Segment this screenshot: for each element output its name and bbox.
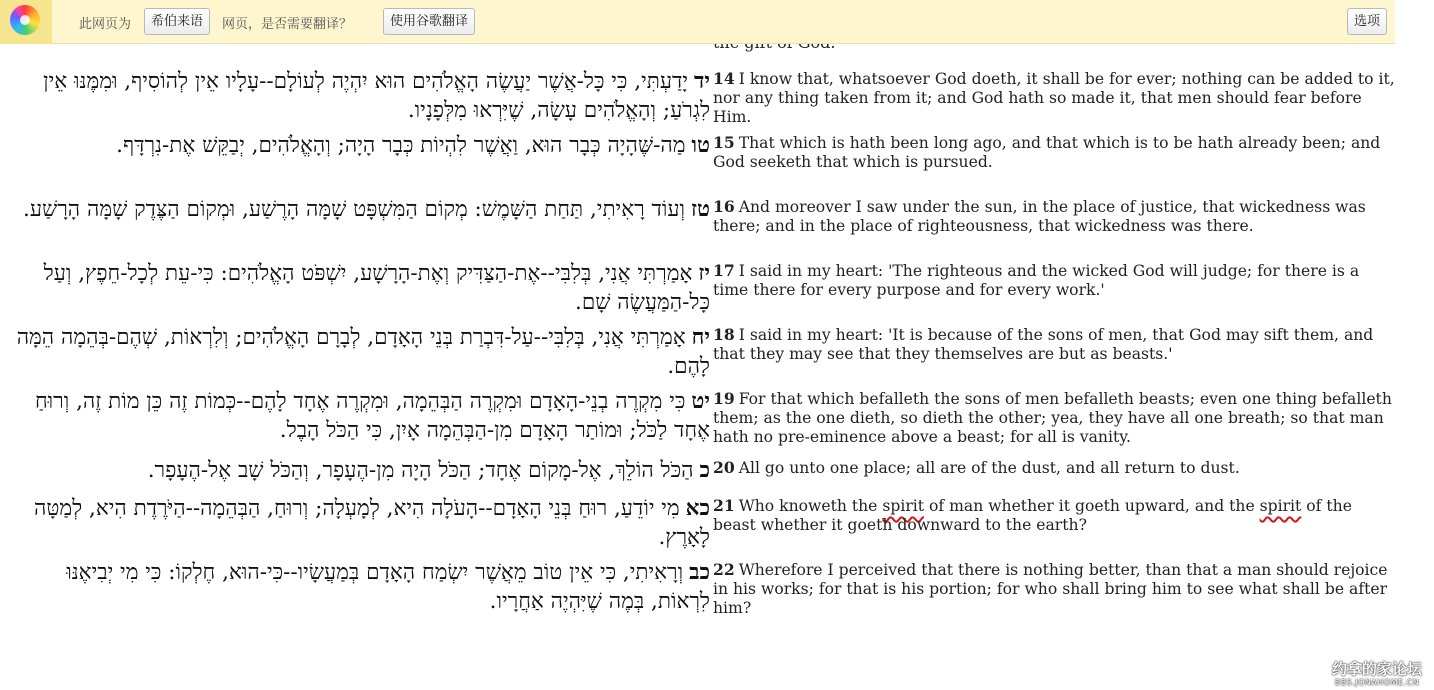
hebrew-verse-text — [10, 259, 710, 317]
english-text-segment: Who knoweth the — [738, 497, 883, 515]
hebrew-verse-text — [10, 323, 710, 381]
english-verse-number: 17 — [713, 261, 735, 280]
hebrew-verse-text — [10, 131, 710, 160]
english-verse-text — [713, 560, 1395, 619]
hebrew-verse-number: יח — [691, 325, 710, 350]
hebrew-verse-body: מַה-שֶּׁהָיָה כְּבָר הוּא, וַאֲשֶׁר לִהְיוֹת כְּבָר הָיָה; וְהָאֱלֹהִים, יְבַקֵּשׁ אֶת-נִרְדָּף. — [116, 133, 686, 158]
language-button[interactable]: 希伯来语 — [144, 8, 210, 35]
english-text-segment: of the beast whether it goeth downward to the earth? — [713, 497, 1352, 535]
translate-bar — [0, 0, 1395, 44]
english-text-segment: of man whether it goeth upward, and the — [924, 497, 1260, 515]
english-verse-text — [713, 458, 1395, 478]
hebrew-verse-text — [10, 67, 710, 125]
english-verse-body: I said in my heart: 'It is because of the sons of men, that God may sift them, and that they may see that they themselves are but as beasts.' — [713, 326, 1374, 364]
english-verse-text — [713, 69, 1395, 128]
hebrew-verse-body: כִּי מִקְרֶה בְנֵי-הָאָדָם וּמִקְרֶה הַבְּהֵמָה, וּמִקְרֶה אֶחָד לָהֶם--כְּמוֹת זֶה כֵּן מוֹת זֶה, וְרוּחַ אֶחָד לַכֹּל; וּמוֹתַר הָאָדָם מִן-הַבְּהֵמָה אָיִן, כִּי הַכֹּל הָבֶל. — [34, 389, 710, 443]
hebrew-verse-body: יָדַעְתִּי, כִּי כָּל-אֲשֶׁר יַעֲשֶׂה הָאֱלֹהִים הוּא יִהְיֶה לְעוֹלָם--עָלָיו אֵין לְהוֹסִיף, וּמִמֶּנּוּ אֵין לִגְרֹעַ; וְהָאֱלֹהִים עָשָׂה, שֶׁיִּרְאוּ מִלְּפָנָיו. — [43, 69, 710, 123]
hebrew-verse-number: כא — [685, 496, 710, 521]
english-verse-number: 19 — [713, 389, 735, 408]
hebrew-verse-text — [10, 456, 710, 485]
translate-prefix-text: 此网页为 — [79, 17, 132, 32]
hebrew-verse-text — [10, 494, 710, 552]
hebrew-verse-number: כ — [699, 458, 710, 483]
hebrew-verse-body: הַכֹּל הוֹלֵךְ, אֶל-מָקוֹם אֶחָד; הַכֹּל הָיָה מִן-הֶעָפָר, וְהַכֹּל שָׁב אֶל-הֶעָפָר. — [147, 458, 694, 483]
english-verse-body: And moreover I saw under the sun, in the place of justice, that wickedness was there; and in the place of righteousness, that wickedness was there. — [713, 198, 1366, 236]
english-verse-body: For that which befalleth the sons of men befalleth beasts; even one thing befalleth them; as the one dieth, so dieth the other; yea, they have all one breath; so that man hath no pre-eminence above a beast; for all is vanity. — [713, 390, 1392, 447]
forum-watermark — [1332, 660, 1422, 688]
hebrew-verse-number: טז — [691, 197, 710, 222]
english-verse-text — [713, 496, 1395, 535]
english-verse-text — [713, 325, 1395, 364]
english-verse-body: That which is hath been long ago, and that which is to be hath already been; and God seeketh that which is pursued. — [713, 134, 1381, 172]
english-verse-text — [713, 261, 1395, 300]
watermark-title: 约拿的家论坛 — [1331, 660, 1422, 678]
english-verse-number: 20 — [713, 458, 735, 477]
hebrew-verse-number: יז — [698, 261, 710, 286]
english-verse-body: Wherefore I perceived that there is nothing better, than that a man should rejoice in his works; for that is his portion; for who shall bring him to see what shall be after him? — [713, 561, 1388, 618]
spellcheck-word[interactable]: spirit — [1259, 497, 1302, 515]
hebrew-verse-body: אָמַרְתִּי אֲנִי, בְּלִבִּי--עַל-דִּבְרַת בְּנֵי הָאָדָם, לְבָרָם הָאֱלֹהִים; וְלִרְאוֹת, שְׁהֶם-בְּהֵמָה הֵמָּה לָהֶם. — [16, 325, 710, 379]
watermark-url: BBS.JONAHOME.CN — [1334, 678, 1420, 687]
english-verse-body: All go unto one place; all are of the dust, and all return to dust. — [738, 459, 1240, 477]
spellcheck-word[interactable]: spirit — [882, 497, 925, 515]
english-verse-body: I know that, whatsoever God doeth, it shall be for ever; nothing can be added to it, nor any thing taken from it; and God hath so made it, that men should fear before Him. — [713, 70, 1395, 127]
english-verse-number: 15 — [713, 133, 735, 152]
english-verse-number: 22 — [713, 560, 735, 579]
english-verse-number: 14 — [713, 69, 735, 88]
translate-button[interactable]: 使用谷歌翻译 — [383, 8, 475, 35]
english-verse-body: I said in my heart: 'The righteous and the wicked God will judge; for there is a time there for every purpose and for every work.' — [713, 262, 1360, 300]
hebrew-verse-number: יט — [691, 389, 710, 414]
hebrew-verse-body: וְעוֹד רָאִיתִי, תַּחַת הַשָּׁמֶשׁ: מְקוֹם הַמִּשְׁפָּט שָׁמָּה הָרֶשַׁע, וּמְקוֹם הַצֶּדֶק שָׁמָּה הָרָשַׁע. — [23, 197, 686, 222]
translate-question-text: 网页，是否需要翻译？ — [222, 17, 353, 32]
english-verse-text — [713, 389, 1395, 448]
hebrew-verse-body: מִי יוֹדֵעַ, רוּחַ בְּנֵי הָאָדָם--הָעֹלָה הִיא, לְמָעְלָה; וְרוּחַ, הַבְּהֵמָה--הַיֹּרֶדֶת הִיא, לְמַטָּה לָאָרֶץ. — [34, 496, 710, 550]
english-verse-number: 21 — [713, 496, 735, 515]
english-verse-text — [713, 133, 1395, 172]
hebrew-verse-text — [10, 558, 710, 616]
hebrew-verse-number: יד — [694, 69, 710, 94]
browser-logo-icon — [10, 5, 40, 35]
hebrew-verse-text — [10, 387, 710, 445]
english-verse-number: 16 — [713, 197, 735, 216]
hebrew-verse-number: כב — [689, 560, 710, 585]
hebrew-verse-body: אָמַרְתִּי אֲנִי, בְּלִבִּי--אֶת-הַצַּדִּיק וְאֶת-הָרָשָׁע, יִשְׁפֹּט הָאֱלֹהִים: כִּי-עֵת לְכָל-חֵפֶץ, וְעַל כָּל-הַמַּעֲשֶׂה שָׁם. — [43, 261, 710, 315]
logo-box — [0, 0, 52, 44]
hebrew-verse-body: וְרָאִיתִי, כִּי אֵין טוֹב מֵאֲשֶׁר יִשְׂמַח הָאָדָם בְּמַעֲשָׂיו--כִּי-הוּא, חֶלְקוֹ: כִּי מִי יְבִיאֶנּוּ לִרְאוֹת, בְּמֶה שֶׁיִּהְיֶה אַחֲרָיו. — [66, 560, 710, 614]
options-button[interactable]: 选项 — [1347, 8, 1387, 35]
hebrew-verse-number: טו — [691, 133, 710, 158]
english-verse-text — [713, 197, 1395, 236]
english-verse-number: 18 — [713, 325, 735, 344]
hebrew-verse-text — [10, 195, 710, 224]
